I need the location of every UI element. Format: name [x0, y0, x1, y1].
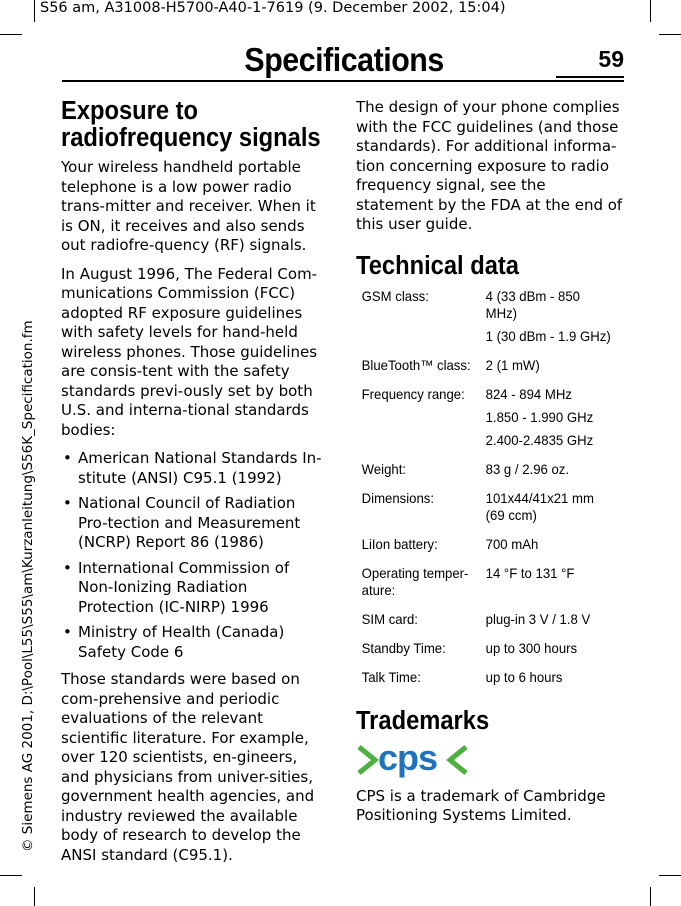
list-item — [61, 623, 326, 662]
spec-value-line: up to 6 hours — [485, 668, 563, 685]
spec-value-line: up to 300 hours — [485, 639, 578, 656]
spec-value-line: 824 - 894 MHz — [485, 385, 572, 402]
spec-label: Frequency range: — [361, 385, 465, 402]
table-row — [356, 565, 622, 611]
spec-label: LiIon battery: — [361, 535, 438, 552]
table-row — [356, 669, 622, 698]
list-item-text: International Commission of Non-Ionizing Radiation Protection (IC-NIRP) 1996 — [78, 558, 290, 616]
spec-value-line: plug-in 3 V / 1.8 V — [485, 610, 591, 627]
spec-label: GSM class: — [361, 287, 429, 304]
list-item — [61, 559, 326, 618]
spec-value — [480, 461, 613, 490]
spec-value-line: 4 (33 dBm - 850 MHz) — [485, 287, 581, 321]
chevron-left-icon — [450, 747, 466, 773]
header-rule — [62, 80, 624, 82]
spec-value — [480, 669, 613, 698]
technical-data-heading: Technical data — [356, 251, 519, 280]
spec-label: Standby Time: — [361, 639, 446, 656]
technical-data-table — [356, 288, 622, 698]
page-title: Specifications — [244, 41, 444, 78]
spec-label: Weight: — [361, 460, 407, 477]
logo-text: cps — [378, 740, 438, 778]
spec-value — [480, 357, 613, 386]
table-row — [356, 536, 622, 565]
bullet-icon: • — [63, 494, 72, 512]
table-row — [356, 288, 622, 357]
list-item — [61, 449, 326, 488]
list-item-text: American National Standards In-stitute (ANSI) C95.1 (1992) — [78, 449, 322, 487]
page-number-rule — [556, 76, 624, 78]
spec-label: Dimensions: — [361, 489, 435, 506]
table-row — [356, 357, 622, 386]
spec-value — [480, 490, 613, 536]
spec-value — [480, 288, 613, 357]
list-item-text: National Council of Radiation Pro-tection and Measurement (NCRP) Report 86 (1986) — [78, 494, 301, 551]
list-item-text: Ministry of Health (Canada) Safety Code 6 — [78, 623, 285, 661]
table-row — [356, 386, 622, 461]
spec-value — [480, 640, 613, 669]
spec-value-line: 1.850 - 1.990 GHz — [485, 408, 594, 425]
crop-mark — [34, 887, 35, 906]
bullet-icon: • — [63, 558, 72, 577]
cps-logo — [356, 741, 470, 779]
crop-mark — [34, 0, 35, 22]
spec-label: SIM card: — [361, 610, 418, 627]
trademark-text: CPS is a trademark of Cambridge Positioning Systems Limited. — [356, 786, 606, 824]
table-row — [356, 490, 622, 536]
spec-value-line: 1 (30 dBm - 1.9 GHz) — [485, 327, 611, 344]
exposure-paragraph-2: In August 1996, The Federal Com-munications Commission (FCC) adopted RF exposure guidelines with safety levels for hand-held wireless phones. Those guidelines are consis-tent with the safety standards previ-ously set by both U.S. and interna-tional standards bodies: — [61, 264, 318, 439]
standards-list — [61, 449, 326, 662]
crop-mark — [650, 887, 651, 906]
table-row — [356, 611, 622, 640]
spec-value-line: 101x44/41x21 mm (69 ccm) — [485, 489, 594, 523]
crop-mark — [0, 34, 22, 35]
table-row — [356, 461, 622, 490]
exposure-paragraph-1: Your wireless handheld portable telephone is a low power radio trans-mitter and receiver. When it is ON, it receives and also sends out radiofre-quency (RF) signals. — [61, 158, 316, 254]
spec-value — [480, 536, 613, 565]
spec-value-line: 83 g / 2.96 oz. — [485, 460, 570, 477]
spec-value — [480, 611, 613, 640]
spec-label: Talk Time: — [361, 668, 421, 685]
bullet-icon: • — [63, 623, 72, 641]
spec-label: BlueTooth™ class: — [361, 356, 471, 373]
spec-value-line: 2 (1 mW) — [485, 356, 540, 373]
spec-value-line: 2.400-2.4835 GHz — [485, 431, 594, 448]
crop-mark — [650, 0, 651, 22]
spec-value — [480, 565, 613, 611]
spec-value-line: 700 mAh — [485, 535, 539, 552]
crop-mark — [659, 875, 681, 876]
trademarks-heading: Trademarks — [356, 706, 490, 735]
crop-mark — [659, 34, 681, 35]
spec-label: Operating temper-ature: — [361, 564, 469, 598]
right-column — [356, 98, 624, 835]
running-header: S56 am, A31008-H5700-A40-1-7619 (9. December 2002, 15:04) — [40, 0, 506, 16]
spec-value-line: 14 °F to 131 °F — [485, 564, 575, 581]
exposure-paragraph-3: Those standards were based on com-prehensive and periodic evaluations of the relevant scientific literature. For example, over 120 scientists, en-gineers, and physicians from univer-sities, government health agencies, and industry reviewed the available body of research to develop the ANSI standard (C95.1). — [61, 670, 315, 864]
spec-value — [480, 386, 613, 461]
exposure-heading: Exposure to radiofrequency signals — [61, 97, 321, 152]
side-file-path: © Siemens AG 2001, D:\Pool\L55\S55\am\Kurzanleitung\S56K_Specification.fm — [20, 320, 36, 852]
bullet-icon: • — [63, 449, 72, 467]
crop-mark — [0, 875, 22, 876]
list-item — [61, 494, 326, 553]
left-column — [61, 98, 326, 874]
table-row — [356, 640, 622, 669]
chevron-right-icon — [359, 747, 375, 773]
page-number: 59 — [598, 46, 624, 72]
fcc-paragraph: The design of your phone complies with the FCC guidelines (and those standards). For additional informa-tion concerning exposure to radio frequency signal, see the statement by the FDA at the end of this user guide. — [356, 98, 623, 233]
